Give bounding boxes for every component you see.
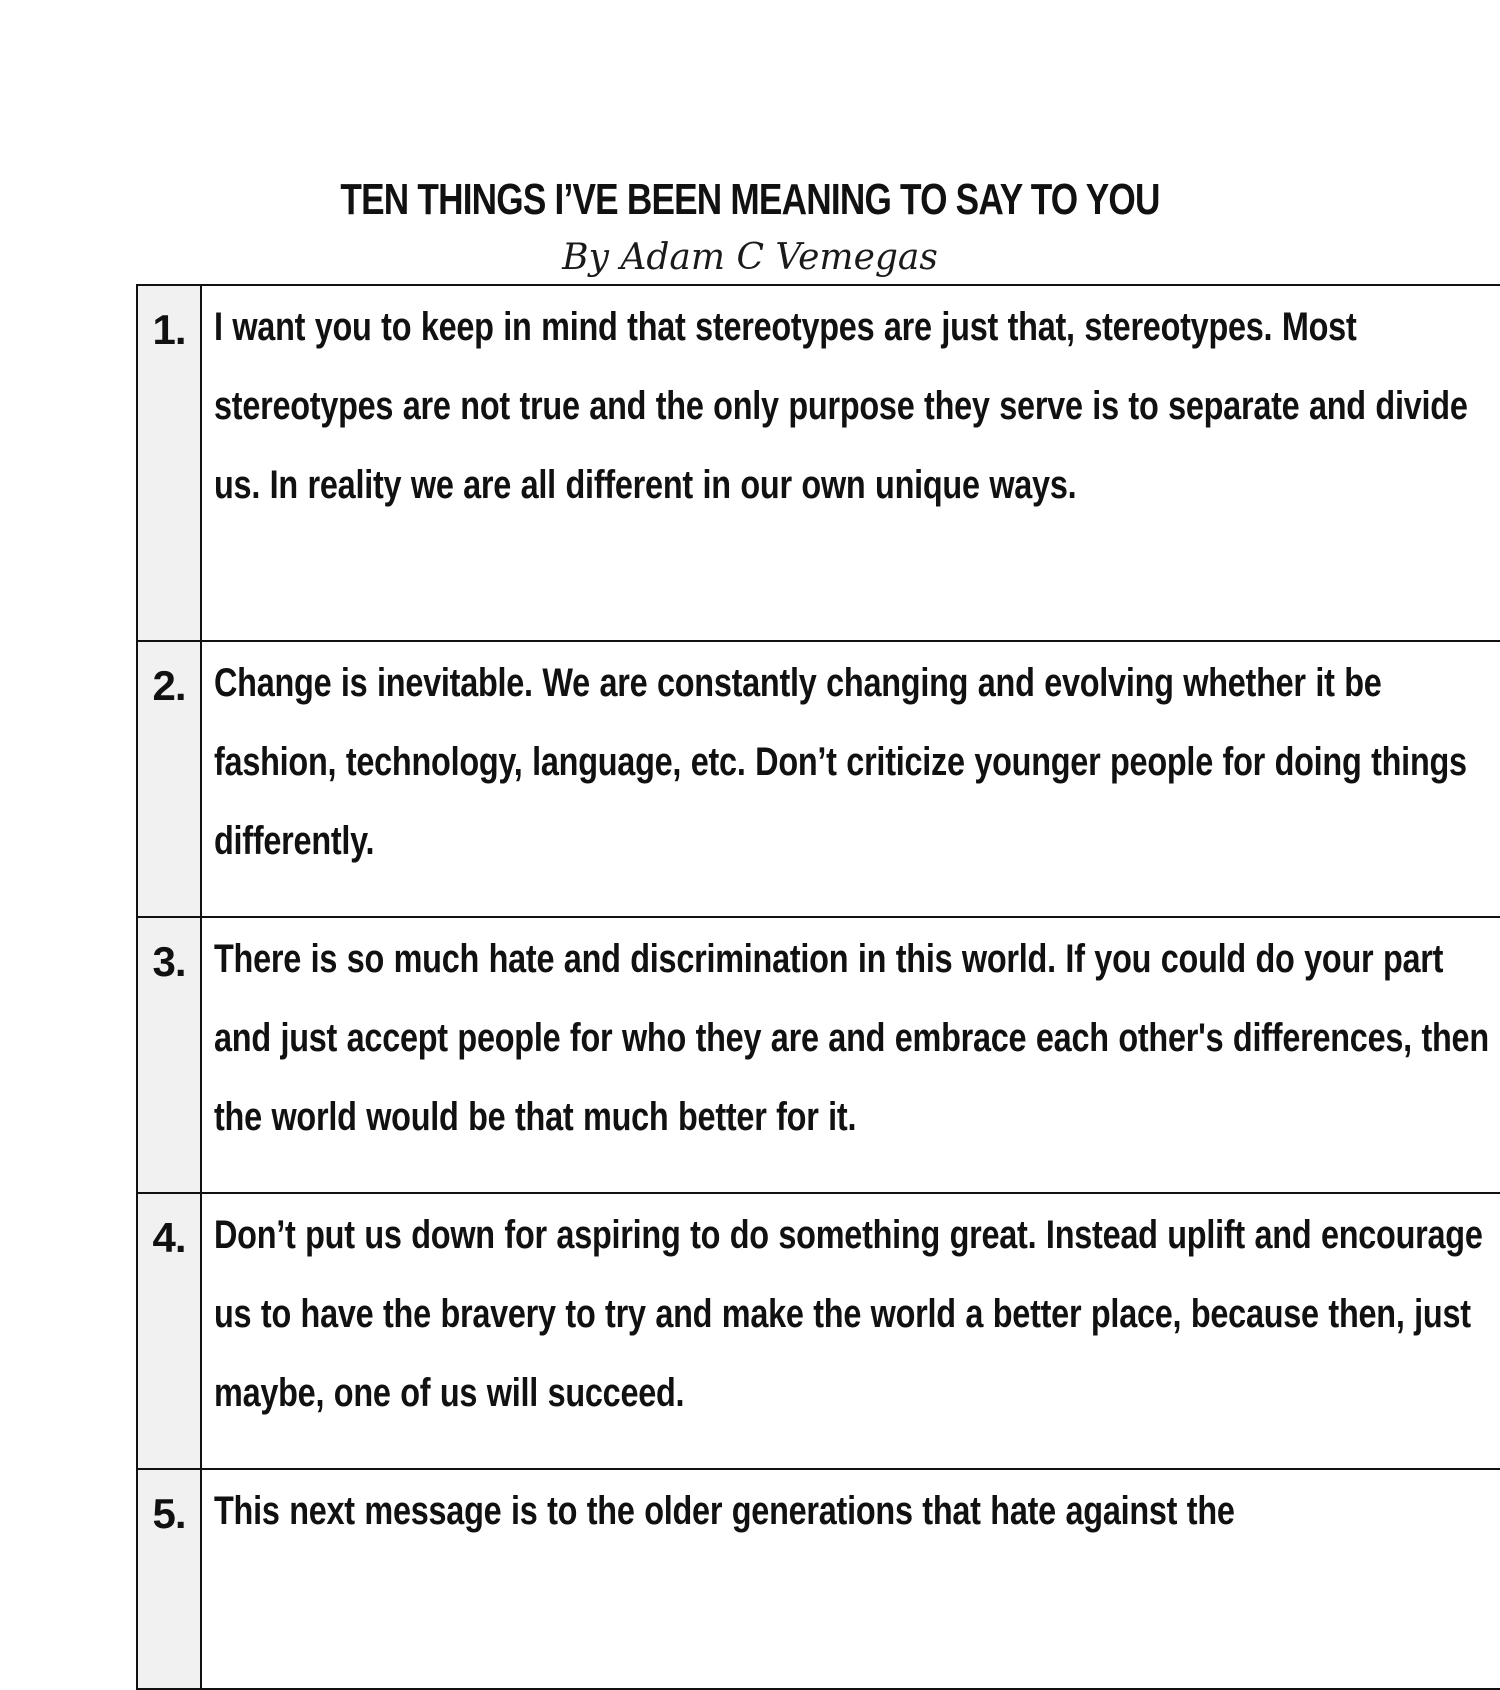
item-number: 5.: [137, 1469, 201, 1689]
document-title: TEN THINGS I’VE BEEN MEANING TO SAY TO YOU: [340, 175, 1160, 224]
author-signature: By Adam C Vemegas: [562, 237, 938, 278]
list-item: [137, 641, 1500, 917]
item-text: Don’t put us down for aspiring to do something great. Instead uplift and encourage us to have the bravery to try and make the world a better place, because then, just maybe, one of us will succeed.: [214, 1213, 1483, 1415]
item-text: There is so much hate and discrimination in this world. If you could do your part and just accept people for who they are and embrace each other's differences, then the world would be that much better for it.: [214, 937, 1489, 1139]
item-text-cell: [201, 917, 1500, 1193]
item-text-cell: [201, 641, 1500, 917]
item-number: 2.: [137, 641, 201, 917]
item-number: 3.: [137, 917, 201, 1193]
item-text-cell: [201, 1469, 1500, 1689]
item-text-cell: [201, 285, 1500, 641]
numbered-list-table: [136, 284, 1500, 1690]
item-text: I want you to keep in mind that stereotypes are just that, stereotypes. Most stereotypes are not true and the only purpose they serve is to separate and divide us. In reality we are all different in our own unique ways.: [214, 305, 1468, 507]
list-item: [137, 285, 1500, 641]
list-item: [137, 1469, 1500, 1689]
item-number: 1.: [137, 285, 201, 641]
item-text: This next message is to the older generations that hate against the: [214, 1489, 1235, 1533]
list-item: [137, 1193, 1500, 1469]
item-text: Change is inevitable. We are constantly changing and evolving whether it be fashion, technology, language, etc. Don’t criticize younger people for doing things differently.: [214, 661, 1467, 863]
item-number: 4.: [137, 1193, 201, 1469]
list-item: [137, 917, 1500, 1193]
item-text-cell: [201, 1193, 1500, 1469]
